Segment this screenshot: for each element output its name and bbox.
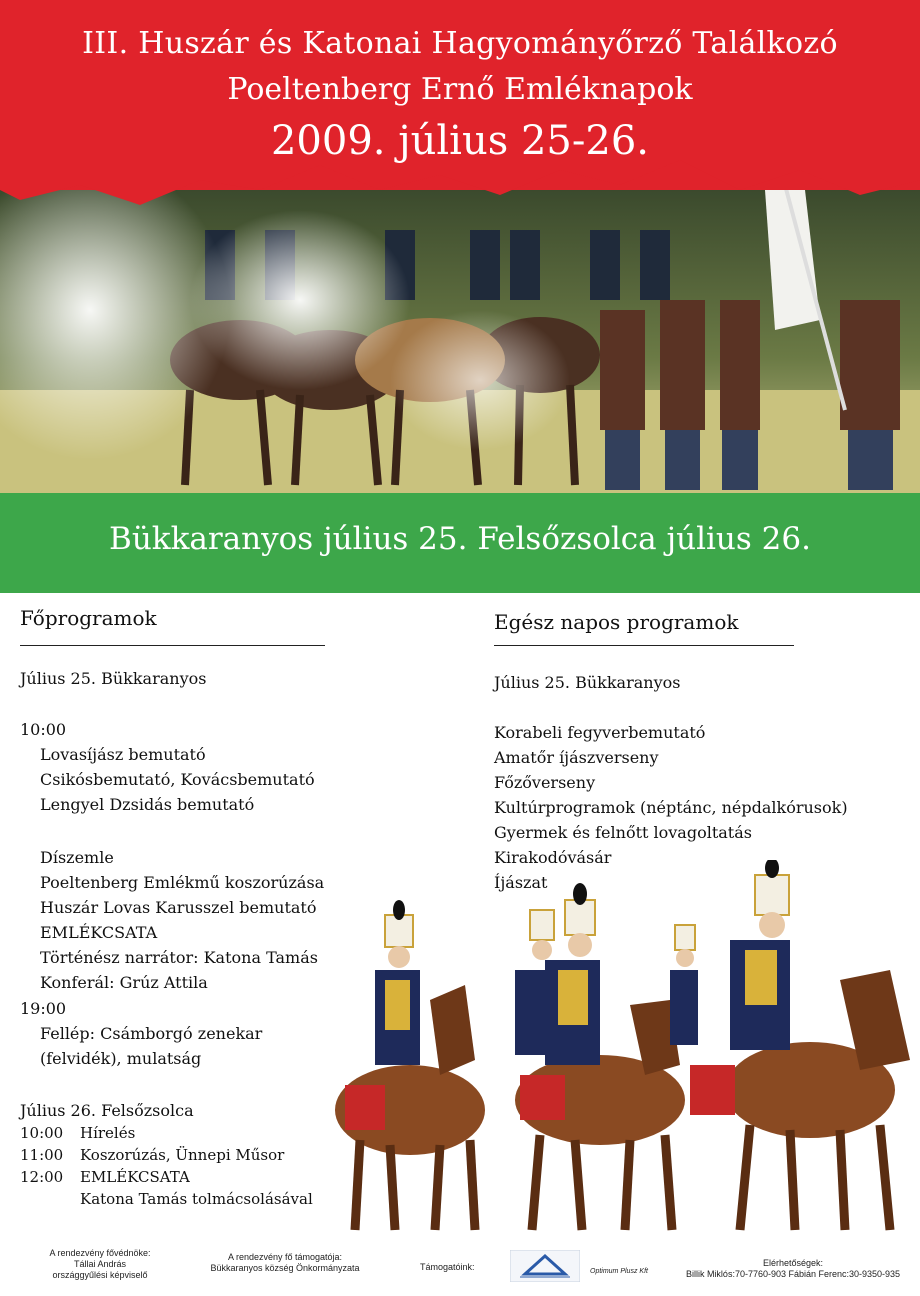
schedule-time: 12:00 xyxy=(20,1168,64,1186)
schedule-item: Koszorúzás, Ünnepi Műsor xyxy=(80,1146,285,1164)
program-item: Csikósbemutató, Kovácsbemutató xyxy=(40,770,315,789)
program-item: Lengyel Dzsidás bemutató xyxy=(40,795,255,814)
allday-item: Amatőr íjászverseny xyxy=(494,748,659,767)
allday-item: Gyermek és felnőtt lovagoltatás xyxy=(494,823,752,842)
day1-title: Július 25. Bükkaranyos xyxy=(20,669,207,688)
allday-item: Kultúrprogramok (néptánc, népdalkórusok) xyxy=(494,798,848,817)
schedule-item: Hírelés xyxy=(80,1124,136,1142)
sponsors-label: Támogatóink: xyxy=(420,1262,475,1272)
schedule-note: Katona Tamás tolmácsolásával xyxy=(80,1190,313,1208)
program-item: Díszemle xyxy=(40,848,114,867)
schedule-time: 11:00 xyxy=(20,1146,64,1164)
divider xyxy=(20,645,325,646)
contacts-label: Elérhetőségek: xyxy=(762,1258,824,1268)
day2-title: Július 26. Felsőzsolca xyxy=(20,1101,194,1120)
sponsor-logo xyxy=(510,1250,580,1282)
title-line-2: Poeltenberg Ernő Emléknapok xyxy=(227,72,693,107)
allday-item: Íjászat xyxy=(494,873,548,892)
program-item: Poeltenberg Emlékmű koszorúzása xyxy=(40,873,325,892)
sponsor-name: Optimum Plusz Kft xyxy=(590,1268,648,1275)
locations-dates-banner: Bükkaranyos július 25. Felsőzsolca július 26. xyxy=(109,521,811,557)
schedule-item: EMLÉKCSATA xyxy=(80,1168,190,1186)
contacts-text: Billik Miklós:70-7760-903 Fábián Ferenc:30-9350-935 xyxy=(685,1269,901,1279)
patron-title: országgyűlési képviselő xyxy=(52,1270,148,1280)
allday-program-heading: Egész napos programok xyxy=(494,610,739,634)
hussars-photo xyxy=(300,860,920,1240)
supporter-info xyxy=(190,1252,380,1274)
schedule-time: 10:00 xyxy=(20,1124,64,1142)
program-item: Történész narrátor: Katona Tamás xyxy=(40,948,318,967)
time-label: 19:00 xyxy=(20,999,67,1018)
program-item: Konferál: Grúz Attila xyxy=(40,973,208,992)
program-item: Fellép: Csámborgó zenekar xyxy=(40,1024,263,1043)
contacts-info xyxy=(668,1258,918,1280)
main-program-heading: Főprogramok xyxy=(20,606,157,630)
allday-day-title: Július 25. Bükkaranyos xyxy=(494,673,681,692)
program-item: (felvidék), mulatság xyxy=(40,1049,202,1068)
supporter-label: A rendezvény fő támogatója: xyxy=(227,1252,343,1262)
program-item: Huszár Lovas Karusszel bemutató xyxy=(40,898,317,917)
patron-name: Tállai András xyxy=(73,1259,127,1269)
time-label: 10:00 xyxy=(20,720,67,739)
allday-item: Korabeli fegyverbemutató xyxy=(494,723,706,742)
patron-info xyxy=(25,1248,175,1281)
event-dates-title: 2009. július 25-26. xyxy=(270,118,649,164)
allday-item: Kirakodóvásár xyxy=(494,848,612,867)
title-line-1: III. Huszár és Katonai Hagyományőrző Találkozó xyxy=(82,26,838,61)
allday-item: Főzőverseny xyxy=(494,773,596,792)
program-item: EMLÉKCSATA xyxy=(40,923,158,942)
patron-label: A rendezvény fővédnöke: xyxy=(49,1248,151,1258)
divider xyxy=(494,645,794,646)
supporter-name: Bükkaranyos község Önkormányzata xyxy=(210,1263,360,1273)
program-item: Lovasíjász bemutató xyxy=(40,745,206,764)
